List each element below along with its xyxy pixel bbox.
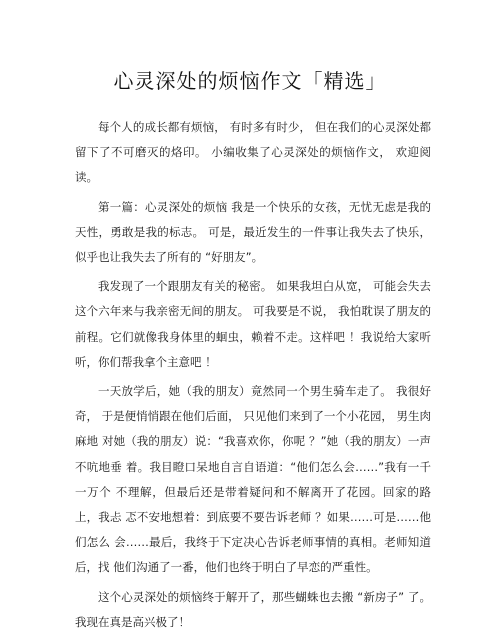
paragraph-4: 这个心灵深处的烦恼终于解开了，那些蝴蛛也去搬 “新房子” 了。我现在真是高兴极了！ bbox=[75, 589, 431, 629]
document-body bbox=[75, 115, 431, 639]
paragraph-2: 我发现了一个跟朋友有关的秘密。 如果我坦白从宽， 可能会失去 这个六年来与我亲密无间的朋友。 可我要是不说， 我怕耽误了朋友的 前程。它们就像我身体里的蛔虫，赖着不走。这样吧 ！我说给大家听 听，你们帮我拿个主意吧 ！ bbox=[75, 279, 431, 369]
paragraph-3: 一天放学后，她（我的朋友）竟然同一个男生骑车走了。 我很好奇， 于是便悄悄跟在他们后面， 只见他们来到了一个小花园， 男生肉麻地 对她（我的朋友）说：“我喜欢你，你呢 ？”她（我的朋友）一声不吭地垂 着。我目瞪口呆地自言自语道：“他们怎么会……”我有一千一万个 不理解，但最后还是带着疑问和不解离开了花园。回家的路上，我忐 忑不安地想着：到底要不要告诉老师 ？如果……可是……他们怎么 会……最后，我终于下定决心告诉老师事情的真相。老师知道后，找 他们沟通了一番，他们也终于明白了早恋的严重性。 bbox=[75, 384, 431, 575]
paragraph-intro: 每个人的成长都有烦恼， 有时多有时少， 但在我们的心灵深处都 留下了不可磨灭的烙印。 小编收集了心灵深处的烦恼作文， 欢迎阅读。 bbox=[75, 120, 431, 185]
document-title: 心灵深处的烦恼作文「精选」 bbox=[113, 69, 387, 93]
paragraph-1: 第一篇：心灵深处的烦恼 我是一个快乐的女孩，无忧无虑是我的天性，勇敢是我的标志。 可是，最近发生的一件事让我失去了快乐， 似乎也让我失去了所有的 “好朋友”。 bbox=[75, 199, 431, 265]
